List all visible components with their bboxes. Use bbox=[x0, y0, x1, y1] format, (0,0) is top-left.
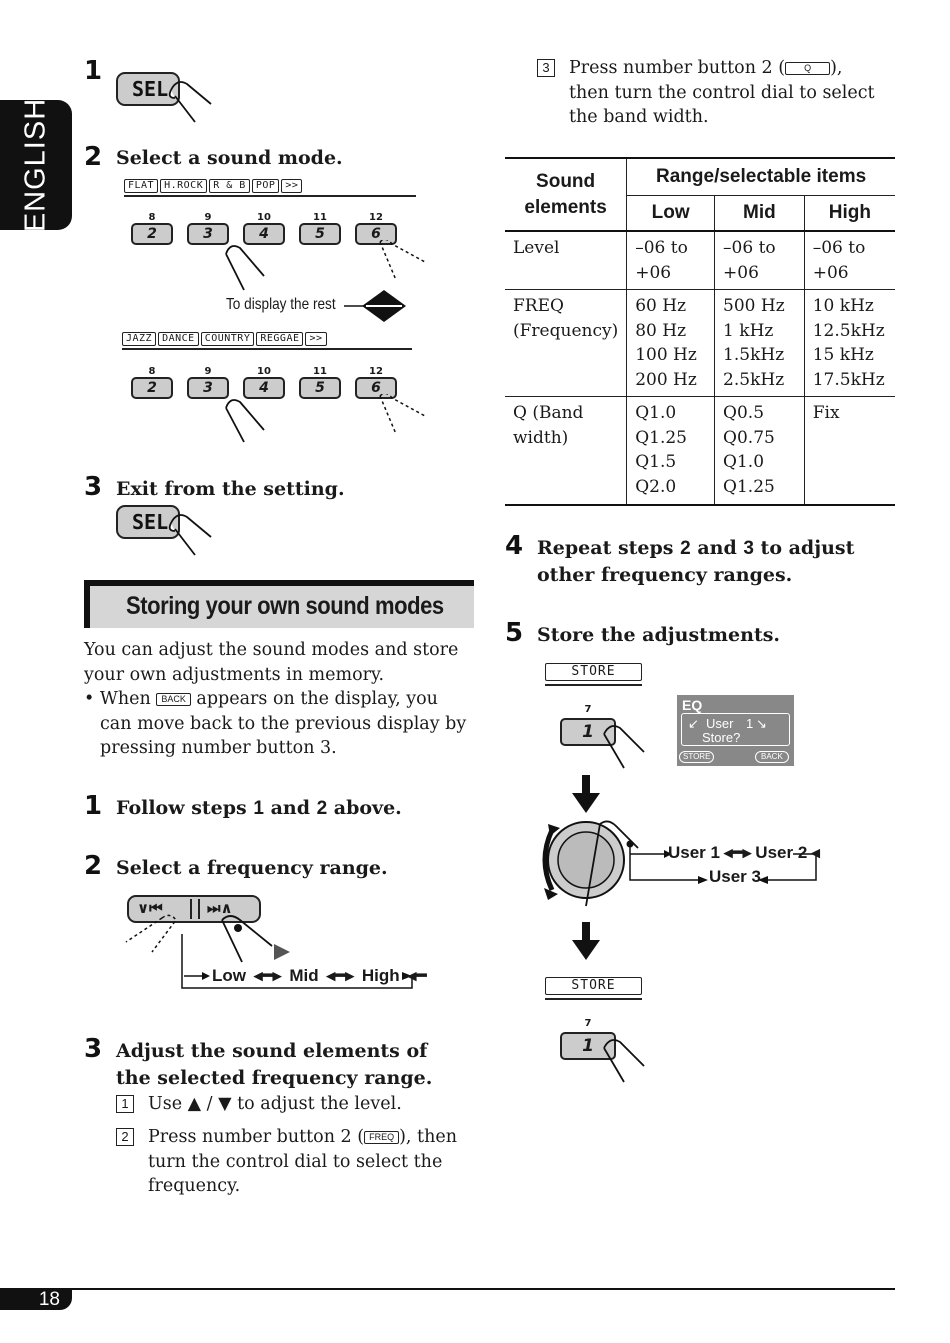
eq-display-box: ↙ User 1 ↘ Store? bbox=[681, 713, 790, 746]
mode-rnb: R & B bbox=[209, 179, 250, 193]
step-number: 3 bbox=[84, 472, 103, 502]
back-icon: BACK bbox=[156, 693, 191, 706]
bullet-note: • When BACK appears on the display, you can move back to the previous display by pressing number button 3. bbox=[84, 689, 467, 758]
step-number: 3 bbox=[84, 1034, 103, 1064]
step-text: Repeat steps 2 and 3 to adjust other frequency ranges. bbox=[537, 537, 855, 586]
step-number: 5 bbox=[505, 618, 524, 648]
number-button-1: 1 bbox=[560, 718, 616, 746]
substep-number: 2 bbox=[116, 1128, 134, 1146]
store-label: STORE bbox=[545, 663, 642, 686]
step-number: 4 bbox=[505, 531, 524, 561]
num-btn-group: 11 5 bbox=[299, 212, 341, 245]
bidir-arrow-icon: ◂━▸ bbox=[254, 966, 282, 985]
finger-press-icon bbox=[165, 507, 215, 557]
mode-pop: POP bbox=[252, 179, 280, 193]
language-label: ENGLISH bbox=[19, 97, 52, 233]
arrow-left-icon: ↙ bbox=[688, 716, 699, 731]
arrow-right-icon: ↘ bbox=[756, 716, 767, 731]
display-mode-bar-1 bbox=[124, 179, 416, 197]
sound-elements-table bbox=[505, 157, 895, 506]
substep-1: 1 Use ▲ / ▼ to adjust the level. bbox=[116, 1092, 476, 1117]
number-button-2: 2 bbox=[131, 377, 173, 399]
num-btn-group: 12 6 bbox=[355, 366, 397, 399]
mode-flat: FLAT bbox=[124, 179, 158, 193]
arrow-left-icon: ◂━ bbox=[407, 966, 427, 985]
freq-high: High bbox=[361, 966, 400, 985]
mode-dance: DANCE bbox=[158, 332, 199, 346]
eq-display: EQ ↙ User 1 ↘ Store? STORE BACK bbox=[677, 695, 794, 766]
number-button-5: 5 bbox=[299, 377, 341, 399]
number-button-6: 6 bbox=[355, 223, 397, 245]
number-button-3: 3 bbox=[187, 223, 229, 245]
num-btn-group: 10 4 bbox=[243, 366, 285, 399]
col-header-low: Low bbox=[627, 195, 715, 231]
number-button-5: 5 bbox=[299, 223, 341, 245]
col-header-mid: Mid bbox=[715, 195, 805, 231]
updown-arrow-icon bbox=[344, 288, 410, 326]
arrow-left-icon: ◂ bbox=[811, 843, 820, 862]
language-tab bbox=[0, 97, 72, 233]
step-text: Select a frequency range. bbox=[116, 857, 388, 879]
number-button-3: 3 bbox=[187, 377, 229, 399]
mode-jazz: JAZZ bbox=[122, 332, 156, 346]
substep-number: 1 bbox=[116, 1095, 134, 1113]
mode-next: >> bbox=[281, 179, 302, 193]
sel-button: SEL bbox=[116, 72, 180, 106]
step-text: Store the adjustments. bbox=[537, 624, 781, 646]
mode-next: >> bbox=[305, 332, 326, 346]
button-label: 7 bbox=[584, 1018, 592, 1029]
user-flow-top bbox=[668, 843, 820, 863]
table-row: Level –06 to +06 –06 to +06 –06 to +06 bbox=[505, 231, 895, 290]
substep-3: 3 Press number button 2 ( Q ), then turn the control dial to select the band width. bbox=[537, 56, 887, 130]
number-button-1: 1 bbox=[560, 1032, 616, 1060]
mode-reggae: REGGAE bbox=[256, 332, 303, 346]
store-label: STORE bbox=[545, 977, 642, 1000]
freq-icon: FREQ bbox=[364, 1131, 399, 1144]
step-number: 2 bbox=[84, 851, 103, 881]
sel-button: SEL bbox=[116, 505, 180, 539]
prev-icon: ∨⏮ bbox=[137, 900, 163, 917]
num-btn-group: 9 3 bbox=[187, 366, 229, 399]
step-text: Adjust the sound elements of the selected frequency range. bbox=[116, 1040, 433, 1089]
step-text: Exit from the setting. bbox=[116, 478, 345, 500]
step-text: Follow steps 1 and 2 above. bbox=[116, 797, 402, 819]
num-btn-group: 12 6 bbox=[355, 212, 397, 245]
arrow-down-icon bbox=[572, 775, 600, 815]
footer-rule bbox=[0, 1288, 895, 1290]
mode-country: COUNTRY bbox=[201, 332, 255, 346]
user-3: User 3 bbox=[709, 867, 761, 886]
col-header-elements: Sound elements bbox=[505, 158, 627, 231]
bidir-arrow-icon: ◂━▸ bbox=[723, 843, 752, 862]
col-header-range: Range/selectable items bbox=[627, 158, 895, 195]
bidir-arrow-icon: ◂━▸ bbox=[326, 966, 354, 985]
step-number: 2 bbox=[84, 142, 103, 172]
finger-press-icon bbox=[165, 74, 215, 124]
freq-mid: Mid bbox=[289, 966, 319, 985]
section-intro: You can adjust the sound modes and store your own adjustments in memory. bbox=[84, 640, 459, 685]
finger-press-icon bbox=[598, 1034, 648, 1084]
number-button-2: 2 bbox=[131, 223, 173, 245]
freq-low: Low bbox=[212, 966, 246, 985]
arrow-down-icon bbox=[572, 922, 600, 962]
finger-press-icon bbox=[598, 720, 648, 770]
user-1: User 1 bbox=[668, 843, 720, 862]
num-btn-group: 11 5 bbox=[299, 366, 341, 399]
table-row: Q (Band width) Q1.0 Q1.25 Q1.5 Q2.0 Q0.5 Q0.75 Q1.0 Q1.25 Fix bbox=[505, 397, 895, 505]
next-icon: ⏭∧ bbox=[207, 900, 233, 917]
mode-hrock: H.ROCK bbox=[160, 179, 207, 193]
freq-flow bbox=[212, 966, 426, 986]
num-btn-group: 8 2 bbox=[131, 212, 173, 245]
step-number: 1 bbox=[84, 791, 103, 821]
col-header-high: High bbox=[804, 195, 895, 231]
substep-2: 2 Press number button 2 ( FREQ ), then turn the control dial to select the frequency. bbox=[116, 1125, 476, 1199]
number-button-6: 6 bbox=[355, 377, 397, 399]
finger-press-icon bbox=[220, 394, 430, 444]
number-button-4: 4 bbox=[243, 223, 285, 245]
page-number: 18 bbox=[0, 1289, 72, 1310]
section-heading bbox=[84, 580, 474, 628]
substep-number: 3 bbox=[537, 59, 555, 77]
num-btn-group: 9 3 bbox=[187, 212, 229, 245]
finger-press-icon bbox=[220, 240, 430, 295]
display-mode-bar-2 bbox=[122, 332, 412, 350]
step-text: Select a sound mode. bbox=[116, 147, 343, 169]
num-btn-group: 8 2 bbox=[131, 366, 173, 399]
q-icon: Q bbox=[785, 62, 830, 75]
button-label: 7 bbox=[584, 704, 592, 715]
table-row: FREQ (Frequency) 60 Hz 80 Hz 100 Hz 200 Hz 500 Hz 1 kHz 1.5kHz 2.5kHz 10 kHz 12.5kHz 15 kHz 17.5kHz bbox=[505, 290, 895, 397]
display-rest-label: To display the rest bbox=[226, 296, 336, 313]
num-btn-group: 10 4 bbox=[243, 212, 285, 245]
number-button-4: 4 bbox=[243, 377, 285, 399]
user-2: User 2 bbox=[755, 843, 808, 862]
section-title: Storing your own sound modes bbox=[126, 592, 444, 620]
step-number: 1 bbox=[84, 56, 103, 86]
